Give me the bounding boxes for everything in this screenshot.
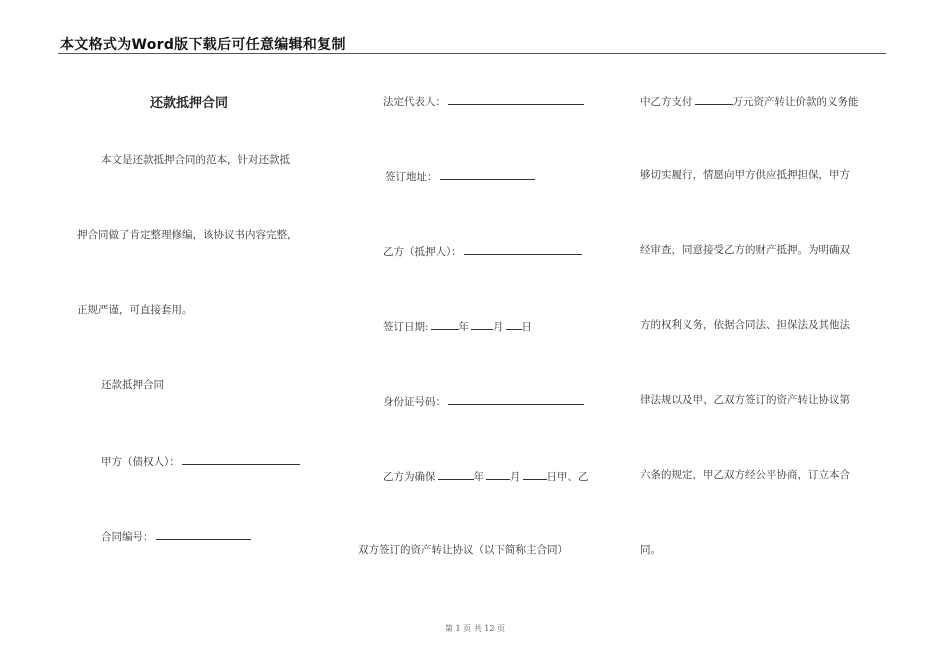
party-b-blank	[464, 243, 582, 255]
party-a-blank	[182, 453, 300, 465]
amount-blank	[695, 93, 733, 105]
footer-mid: 页 共	[463, 624, 482, 633]
contract-no-label: 合同编号：	[101, 531, 154, 543]
id-no-blank	[448, 393, 584, 405]
intro-line-1: 本文是还款抵押合同的范本，针对还款抵	[101, 154, 290, 166]
intro-line-2: 押合同做了肯定整理修编，该协议书内容完整，	[77, 229, 298, 241]
sign-month-unit: 月	[493, 321, 504, 333]
header-divider	[58, 53, 886, 54]
guarantee-line-2: 双方签订的资产转让协议（以下简称主合同）	[358, 544, 568, 556]
guarantee-year-unit: 年	[473, 471, 484, 483]
sign-place-label: 签订地址：	[385, 171, 438, 183]
sign-year-blank	[431, 318, 459, 330]
footer-suffix: 页	[497, 624, 505, 633]
body-line-5: 律法规以及甲、乙双方签订的资产转让协议第	[640, 394, 850, 406]
sign-day-blank	[506, 318, 522, 330]
sign-month-blank	[471, 318, 493, 330]
sign-date-field	[383, 318, 532, 334]
body-line-1	[640, 93, 859, 109]
sign-date-label: 签订日期:	[383, 321, 429, 333]
guarantee-year-blank	[438, 468, 474, 480]
body-line-4: 方的权利义务，依据合同法、担保法及其他法	[640, 319, 850, 331]
legal-rep-field	[383, 93, 584, 109]
header-text: 本文格式为Word版下载后可任意编辑和复制	[60, 37, 346, 53]
sign-place-field	[385, 168, 535, 184]
body-line-2: 够切实履行，情愿向甲方供应抵押担保，甲方	[640, 169, 850, 181]
section-subtitle: 还款抵押合同	[101, 379, 164, 391]
body-line-7: 同。	[640, 544, 661, 556]
party-a-field	[101, 453, 300, 469]
legal-rep-label: 法定代表人：	[383, 96, 446, 108]
guarantee-day-blank	[523, 468, 547, 480]
guarantee-month-blank	[486, 468, 510, 480]
guarantee-month-unit: 月	[510, 471, 521, 483]
contract-no-field	[101, 528, 251, 544]
body-line-3: 经审查，同意接受乙方的财产抵押。为明确双	[640, 244, 850, 256]
guarantee-line-1	[383, 468, 589, 484]
contract-no-blank	[156, 528, 251, 540]
page-footer	[0, 623, 950, 634]
footer-page-number: 1	[455, 624, 461, 633]
party-b-label: 乙方（抵押人）：	[383, 246, 462, 258]
sign-place-blank	[440, 168, 535, 180]
sign-day-unit: 日	[521, 321, 533, 333]
document-title: 还款抵押合同	[150, 96, 229, 111]
footer-total-pages: 12	[484, 624, 495, 633]
id-no-field	[383, 393, 584, 409]
sign-year-unit: 年	[458, 321, 470, 333]
guarantee-day-tail: 日甲、乙	[546, 471, 589, 483]
legal-rep-blank	[448, 93, 584, 105]
body-line-1-pre: 中乙方支付	[640, 96, 693, 108]
party-a-label: 甲方（债权人）：	[101, 456, 180, 468]
party-b-field	[383, 243, 582, 259]
body-line-6: 六条的规定，甲乙双方经公平协商，订立本合	[640, 469, 850, 481]
id-no-label: 身份证号码：	[383, 396, 446, 408]
body-line-1-post: 万元资产转让价款的义务能	[732, 96, 859, 108]
footer-prefix: 第	[444, 624, 453, 633]
guarantee-pre: 乙方为确保	[383, 471, 436, 483]
intro-line-3: 正规严谨，可直接套用。	[77, 304, 193, 316]
